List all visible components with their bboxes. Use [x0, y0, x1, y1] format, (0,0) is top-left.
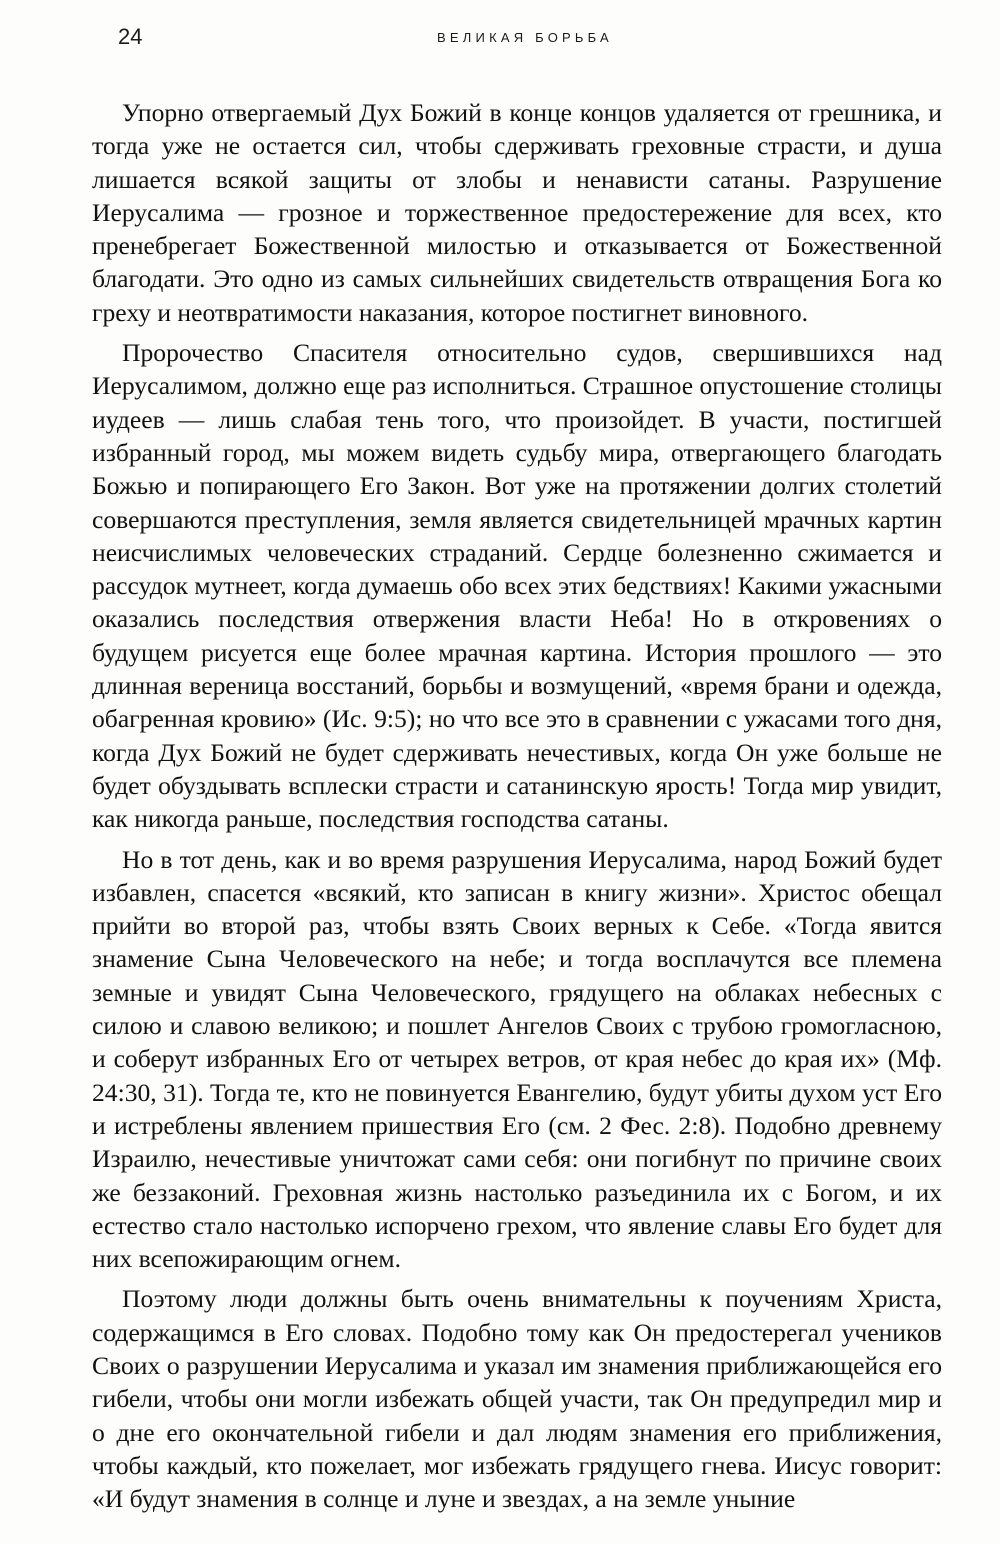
paragraph: Поэтому люди должны быть очень внимательны к поучениям Христа, содержащимся в Его словах. Подобно тому как Он предостерегал учеников Своих о разрушении Иерусалима и указал им знамения приближающейся его гибели, чтобы они могли избежать общей участи, так Он предупредил мир и о дне его окончательной гибели и дал людям знамения его приближения, чтобы каждый, кто пожелает, мог избежать грядущего гнева. Иисус говорит: «И будут знамения в солнце и луне и звездах, а на земле уныние — [92, 1284, 942, 1514]
running-title: ВЕЛИКАЯ БОРЬБА — [437, 30, 613, 45]
paragraph: Пророчество Спасителя относительно судов, свершившихся над Иерусалимом, должно еще раз исполниться. Страшное опустошение столицы иудеев — лишь слабая тень того, что произойдет. В участи, постигшей избранный город, мы можем видеть судьбу мира, отвергающего благодать Божью и попирающего Его Закон. Вот уже на протяжении долгих столетий совершаются преступления, земля является свидетельницей мрачных картин неисчислимых человеческих страданий. Сердце болезненно сжимается и рассудок мутнеет, когда думаешь обо всех этих бедствиях! Какими ужасными оказались последствия отвержения власти Неба! Но в откровениях о будущем рисуется еще более мрачная картина. История прошлого — это длинная вереница восстаний, борьбы и возмущений, «время брани и одежда, обагренная кровию» (Ис. 9:5); но что все это в сравнении с ужасами того дня, когда Дух Божий не будет сдерживать нечестивых, когда Он уже больше не будет обуздывать всплески страсти и сатанинскую ярость! Тогда мир увидит, как никогда раньше, последствия господства сатаны. — [92, 338, 943, 834]
paragraph: Но в тот день, как и во время разрушения Иерусалима, народ Божий будет избавлен, спасется «всякий, кто записан в книгу жизни». Христос обещал прийти во второй раз, чтобы взять Своих верных к Себе. «Тогда явится знамение Сына Человеческого на небе; и тогда восплачутся все племена земные и увидят Сына Человеческого, грядущего на облаках небесных с силою и славою великою; и пошлет Ангелов Своих с трубою громогласною, и соберут избранных Его от четырех ветров, от края небес до края их» (Мф. 24:30, 31). Тогда те, кто не повинуется Евангелию, будут убиты духом уст Его и истреблены явлением пришествия Его (см. 2 Фес. 2:8). Подобно древнему Израилю, нечестивые уничтожат сами себя: они погибнут по причине своих же беззаконий. Греховная жизнь настолько разъединила их с Богом, и их естество стало настолько испорчено грехом, что явление славы Его будет для них всепожирающим огнем. — [92, 844, 942, 1274]
paragraph: Упорно отвергаемый Дух Божий в конце концов удаляется от грешника, и тогда уже не остается сил, чтобы сдерживать греховные страсти, и душа лишается всякой защиты от злобы и ненависти сатаны. Разрушение Иерусалима — грозное и торжественное предостережение для всех, кто пренебрегает Божественной милостью и отказывается от Божественной благодати. Это одно из самых сильнейших свидетельств отвращения Бога ко греху и неотвратимости наказания, которое постигнет виновного. — [92, 98, 942, 327]
page-number: 24 — [118, 24, 143, 49]
running-header — [110, 24, 940, 60]
body-text — [92, 96, 942, 1522]
